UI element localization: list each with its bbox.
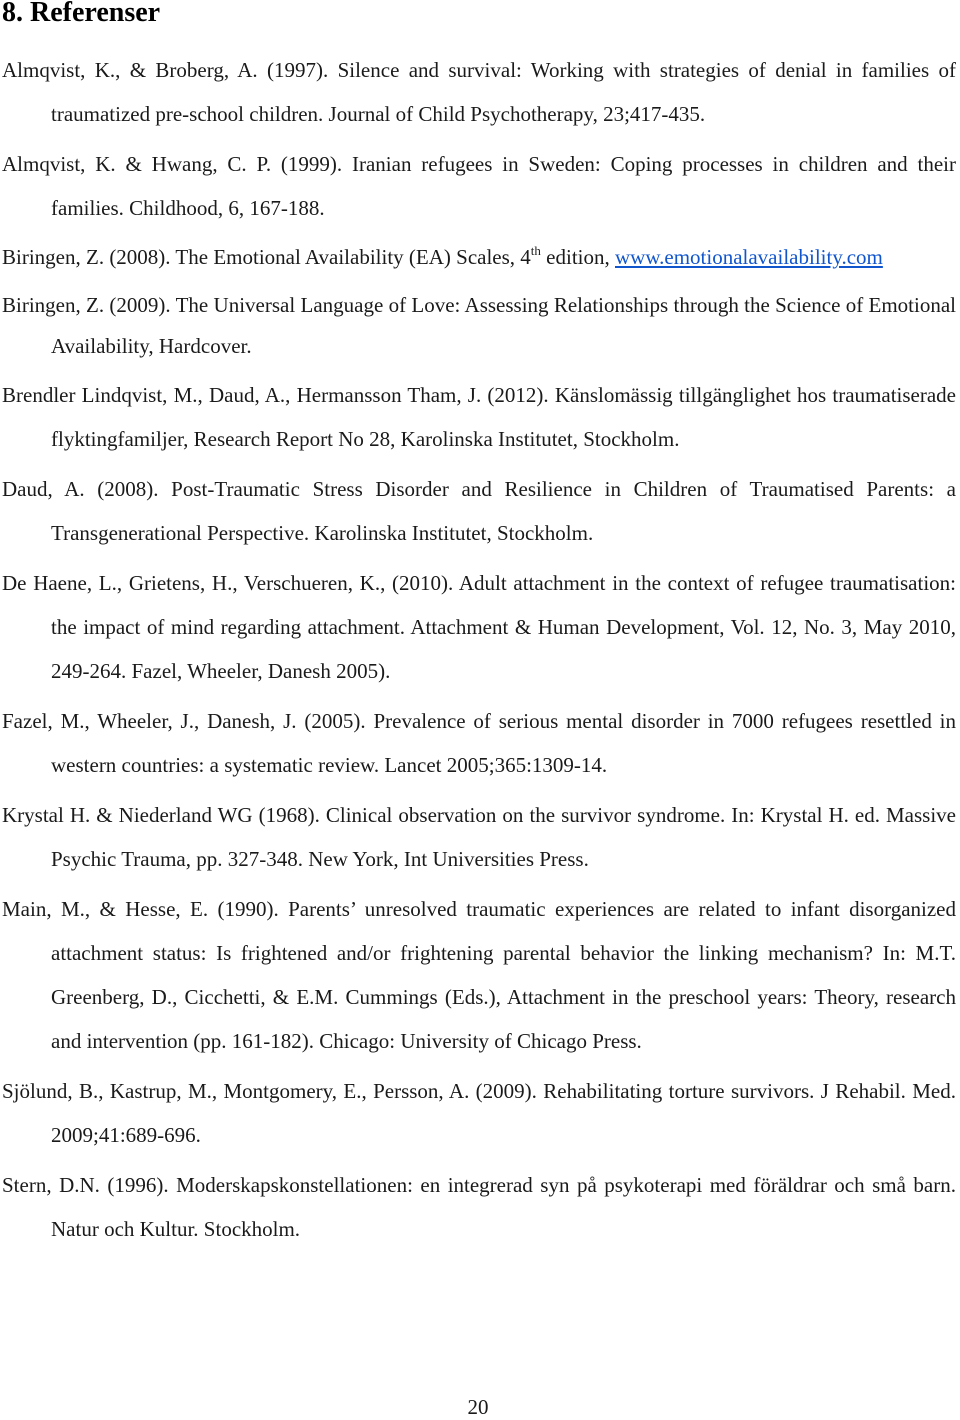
reference-sjolund-2009: Sjölund, B., Kastrup, M., Montgomery, E., Persson, A. (2009). Rehabilitating torture survivors. J Rehabil. Med. 2009;41:689-696. bbox=[2, 1079, 956, 1147]
reference-fazel-2005: Fazel, M., Wheeler, J., Danesh, J. (2005). Prevalence of serious mental disorder in 7000 refugees resettled in western countries: a systematic review. Lancet 2005;365:1309-14. bbox=[2, 709, 956, 777]
reference-main-hesse-1990: Main, M., & Hesse, E. (1990). Parents’ unresolved traumatic experiences are related to infant disorganized attachment status: Is frightened and/or frightening parental behavior the linking mechanism? In: M.T. Greenberg, D., Cicchetti, & E.M. Cummings (Eds.), Attachment in the preschool years: Theory, research and intervention (pp. 161-182). Chicago: University of Chicago Press. bbox=[2, 897, 956, 1053]
page-number: 20 bbox=[467, 1395, 489, 1419]
reference-biringen-2009: Biringen, Z. (2009). The Universal Language of Love: Assessing Relationships through the Science of Emotional Availability, Hardcover. bbox=[2, 293, 956, 358]
website-link[interactable]: www.emotionalavailability.com bbox=[615, 245, 883, 269]
reference-biringen-2008 bbox=[2, 236, 956, 279]
reference-list bbox=[2, 48, 956, 1257]
reference-daud-2008: Daud, A. (2008). Post-Traumatic Stress Disorder and Resilience in Children of Traumatised Parents: a Transgenerational Perspective. Karolinska Institutet, Stockholm. bbox=[2, 477, 956, 545]
reference-brendler-lindqvist-2012: Brendler Lindqvist, M., Daud, A., Hermansson Tham, J. (2012). Känslomässig tillgänglighet hos traumatiserade flyktingfamiljer, Research Report No 28, Karolinska Institutet, Stockholm. bbox=[2, 383, 956, 451]
reference-stern-1996: Stern, D.N. (1996). Moderskapskonstellationen: en integrerad syn på psykoterapi med föräldrar och små barn. Natur och Kultur. Stockholm. bbox=[2, 1173, 956, 1241]
reference-almqvist-hwang-1999: Almqvist, K. & Hwang, C. P. (1999). Iranian refugees in Sweden: Coping processes in children and their families. Childhood, 6, 167-188. bbox=[2, 152, 956, 220]
reference-krystal-niederland-1968: Krystal H. & Niederland WG (1968). Clinical observation on the survivor syndrome. In: Krystal H. ed. Massive Psychic Trauma, pp. 327-348. New York, Int Universities Press. bbox=[2, 803, 956, 871]
section-heading: 8. Referenser bbox=[2, 0, 161, 28]
reference-text: Biringen, Z. (2008). The Emotional Availability (EA) Scales, 4 bbox=[2, 245, 531, 269]
reference-text: edition, bbox=[540, 245, 615, 269]
ordinal-superscript: th bbox=[530, 243, 541, 258]
reference-de-haene-2010: De Haene, L., Grietens, H., Verschueren, K., (2010). Adult attachment in the context of refugee traumatisation: the impact of mind regarding attachment. Attachment & Human Development, Vol. 12, No. 3, May 2010, 249-264. Fazel, Wheeler, Danesh 2005). bbox=[2, 571, 956, 683]
reference-almqvist-broberg-1997: Almqvist, K., & Broberg, A. (1997). Silence and survival: Working with strategies of denial in families of traumatized pre-school children. Journal of Child Psychotherapy, 23;417-435. bbox=[2, 58, 956, 126]
